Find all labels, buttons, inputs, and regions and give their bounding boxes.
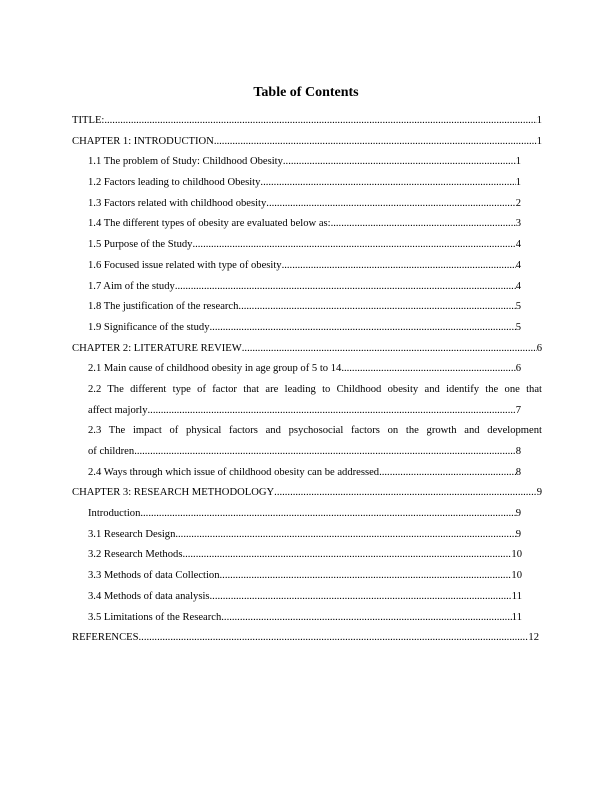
toc-entry-title[interactable]: TITLE: ..... 1 <box>72 111 542 132</box>
toc-entry-chapter-3[interactable]: CHAPTER 3: RESEARCH METHODOLOGY ..... 9 <box>72 483 542 504</box>
toc-entry-2-2[interactable]: affect majorly ..... 7 <box>72 401 542 422</box>
toc-entry-2-3-line1[interactable]: 2.3 The impact of physical factors and psychosocial factors on the growth and development <box>88 425 542 437</box>
toc-entry-3-4[interactable]: 3.4 Methods of data analysis ..... 11 <box>72 587 542 608</box>
toc-entry-1-2[interactable]: 1.2 Factors leading to childhood Obesity ..... 1 <box>72 173 542 194</box>
toc-entry-1-7[interactable]: 1.7 Aim of the study ..... 4 <box>72 277 542 298</box>
toc-entry-2-1[interactable]: 2.1 Main cause of childhood obesity in age group of 5 to 14. ..... 6 <box>72 359 542 380</box>
toc-entry-chapter-2[interactable]: CHAPTER 2: LITERATURE REVIEW ..... 6 <box>72 339 542 360</box>
toc-entry-2-2-line1[interactable]: 2.2 The different type of factor that are leading to Childhood obesity and identify the one that <box>88 383 542 395</box>
toc-entry-1-5[interactable]: 1.5 Purpose of the Study ..... 4 <box>72 235 542 256</box>
toc-entry-1-6[interactable]: 1.6 Focused issue related with type of obesity ..... 4 <box>72 256 542 277</box>
toc-entry-3-2[interactable]: 3.2 Research Methods ..... 10 <box>72 545 542 566</box>
toc-entry-1-3[interactable]: 1.3 Factors related with childhood obesity ..... 2 <box>72 194 542 215</box>
toc-entry-1-8[interactable]: 1.8 The justification of the research ..... 5 <box>72 297 542 318</box>
toc-entry-references[interactable]: REFERENCES ..... 12 <box>72 628 542 649</box>
toc-entry-introduction[interactable]: Introduction ..... 9 <box>72 504 542 525</box>
toc-entry-1-4[interactable]: 1.4 The different types of obesity are evaluated below as: ..... 3 <box>72 214 542 235</box>
toc-entry-3-3[interactable]: 3.3 Methods of data Collection ..... 10 <box>72 566 542 587</box>
toc-entry-chapter-1[interactable]: CHAPTER 1: INTRODUCTION ..... 1 <box>72 132 542 153</box>
toc-entry-1-9[interactable]: 1.9 Significance of the study ..... 5 <box>72 318 542 339</box>
toc-entry-3-1[interactable]: 3.1 Research Design ..... 9 <box>72 525 542 546</box>
table-of-contents <box>72 111 542 649</box>
toc-entry-2-3[interactable]: of children ..... 8 <box>72 442 542 463</box>
toc-entry-3-5[interactable]: 3.5 Limitations of the Research ..... 11 <box>72 608 542 629</box>
toc-entry-2-4[interactable]: 2.4 Ways through which issue of childhood obesity can be addressed ..... 8 <box>72 463 542 484</box>
toc-entry-1-1[interactable]: 1.1 The problem of Study: Childhood Obesity ..... 1 <box>72 152 542 173</box>
toc-heading: Table of Contents <box>253 85 359 100</box>
